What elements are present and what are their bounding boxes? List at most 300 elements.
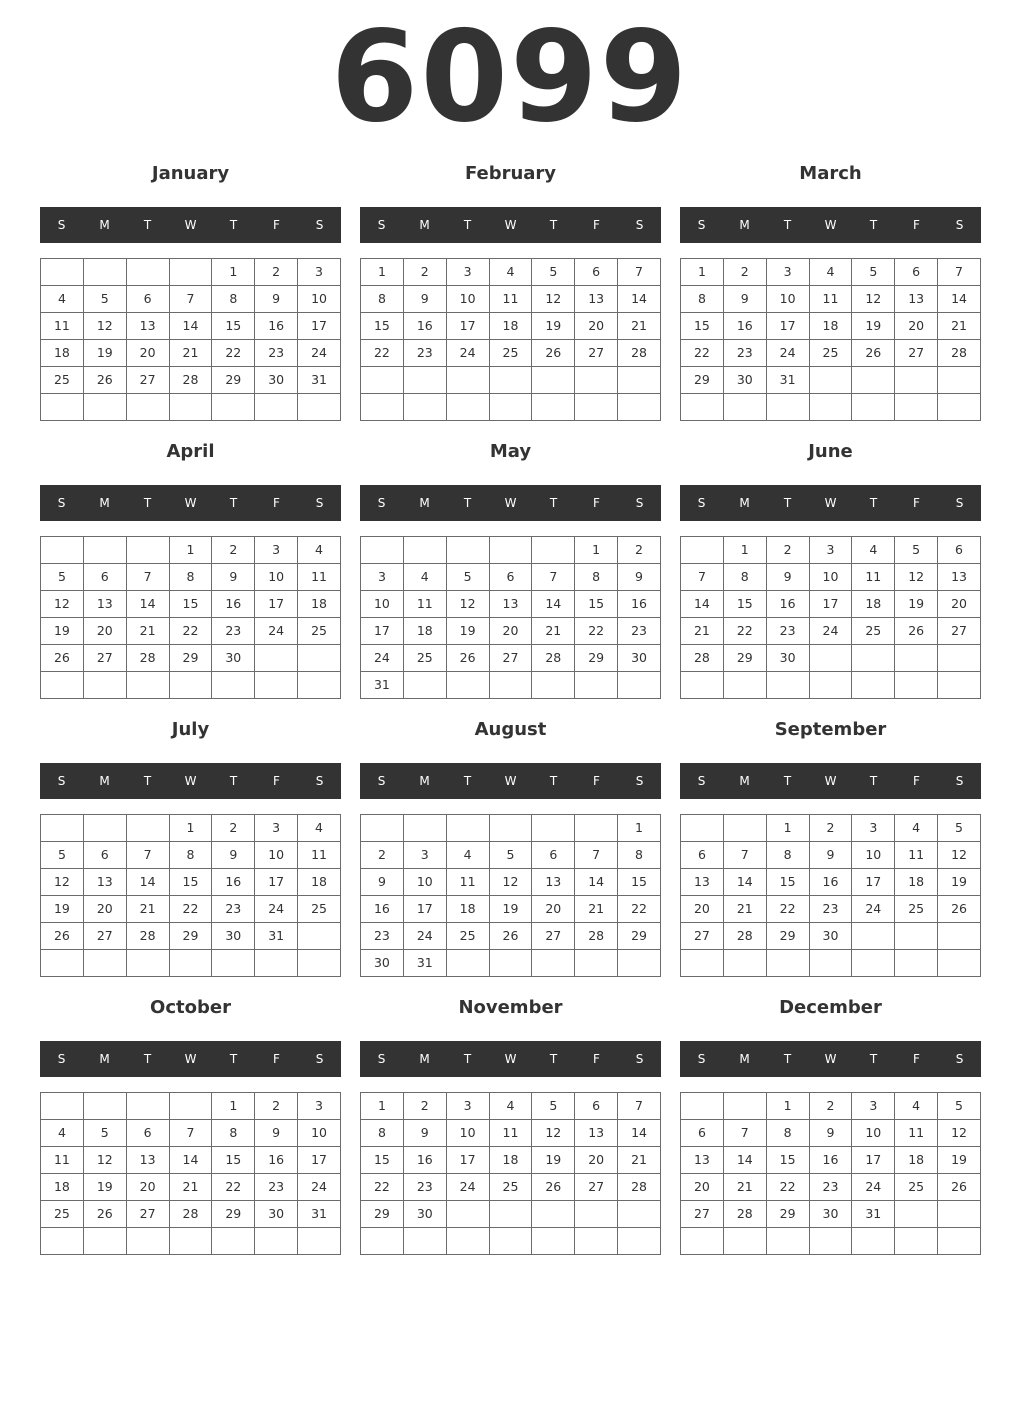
day-cell: 25 <box>41 1201 84 1228</box>
day-cell: 18 <box>895 1147 938 1174</box>
day-cell: 11 <box>403 591 446 618</box>
week-row <box>681 564 981 591</box>
weekday-label: F <box>593 496 600 510</box>
empty-day-cell <box>489 537 532 564</box>
weekday-label: F <box>593 1052 600 1066</box>
day-cell: 20 <box>938 591 981 618</box>
empty-day-cell <box>618 672 661 699</box>
weekday-header <box>680 1041 981 1077</box>
day-cell: 21 <box>723 896 766 923</box>
weekday-label: S <box>57 774 66 788</box>
day-cell: 14 <box>169 313 212 340</box>
day-cell: 3 <box>298 259 341 286</box>
day-cell: 31 <box>766 367 809 394</box>
month-name: January <box>151 163 230 184</box>
empty-day-cell <box>361 1228 404 1255</box>
day-cell: 15 <box>766 1147 809 1174</box>
day-cell: 27 <box>83 645 126 672</box>
week-row <box>41 1228 341 1255</box>
day-cell: 25 <box>403 645 446 672</box>
day-cell: 22 <box>361 340 404 367</box>
weekday-label: S <box>697 774 706 788</box>
day-cell: 19 <box>938 1147 981 1174</box>
day-cell: 4 <box>446 842 489 869</box>
empty-day-cell <box>723 950 766 977</box>
weekday-label: S <box>635 1052 644 1066</box>
day-cell: 21 <box>618 1147 661 1174</box>
week-row <box>361 842 661 869</box>
weekday-label: M <box>739 496 750 510</box>
day-cell: 21 <box>938 313 981 340</box>
day-cell: 17 <box>255 591 298 618</box>
day-cell: 25 <box>298 618 341 645</box>
weekday-label: T <box>549 218 558 232</box>
day-cell: 10 <box>809 564 852 591</box>
day-cell: 21 <box>169 1174 212 1201</box>
day-cell: 15 <box>169 591 212 618</box>
empty-day-cell <box>255 394 298 421</box>
day-cell: 17 <box>403 896 446 923</box>
day-cell: 6 <box>938 537 981 564</box>
empty-day-cell <box>938 1228 981 1255</box>
day-cell: 19 <box>83 1174 126 1201</box>
day-cell: 4 <box>41 1120 84 1147</box>
day-cell: 8 <box>361 286 404 313</box>
week-row <box>361 1093 661 1120</box>
week-row <box>361 923 661 950</box>
day-cell: 26 <box>489 923 532 950</box>
week-row <box>681 286 981 313</box>
day-cell: 7 <box>126 842 169 869</box>
empty-day-cell <box>532 815 575 842</box>
day-cell: 16 <box>403 313 446 340</box>
empty-day-cell <box>41 259 84 286</box>
day-cell: 30 <box>361 950 404 977</box>
week-row <box>681 1201 981 1228</box>
week-row <box>361 340 661 367</box>
month-name: November <box>458 997 563 1018</box>
day-cell: 11 <box>489 1120 532 1147</box>
day-cell: 9 <box>212 564 255 591</box>
empty-day-cell <box>446 950 489 977</box>
day-cell: 16 <box>403 1147 446 1174</box>
day-cell: 26 <box>41 645 84 672</box>
day-cell: 23 <box>255 1174 298 1201</box>
empty-day-cell <box>403 815 446 842</box>
empty-day-cell <box>575 672 618 699</box>
day-cell: 2 <box>809 815 852 842</box>
day-cell: 14 <box>723 869 766 896</box>
day-cell: 1 <box>169 537 212 564</box>
empty-day-cell <box>681 537 724 564</box>
day-cell: 16 <box>361 896 404 923</box>
day-cell: 18 <box>489 1147 532 1174</box>
day-cell: 28 <box>938 340 981 367</box>
day-cell: 9 <box>212 842 255 869</box>
empty-day-cell <box>446 367 489 394</box>
empty-day-cell <box>895 1201 938 1228</box>
empty-day-cell <box>212 1228 255 1255</box>
day-cell: 22 <box>575 618 618 645</box>
week-row <box>681 645 981 672</box>
weekday-label: S <box>377 774 386 788</box>
weekday-label: S <box>57 1052 66 1066</box>
day-cell: 4 <box>41 286 84 313</box>
week-row <box>681 923 981 950</box>
day-cell: 5 <box>532 1093 575 1120</box>
empty-day-cell <box>618 367 661 394</box>
day-cell: 18 <box>403 618 446 645</box>
empty-day-cell <box>83 950 126 977</box>
day-cell: 27 <box>575 340 618 367</box>
empty-day-cell <box>169 259 212 286</box>
day-cell: 11 <box>298 564 341 591</box>
week-row <box>41 896 341 923</box>
day-cell: 14 <box>681 591 724 618</box>
day-cell: 19 <box>938 869 981 896</box>
day-cell: 11 <box>298 842 341 869</box>
empty-day-cell <box>298 672 341 699</box>
empty-day-cell <box>41 394 84 421</box>
weekday-header <box>40 1041 341 1077</box>
weekday-label: F <box>273 774 280 788</box>
day-cell: 1 <box>766 1093 809 1120</box>
day-cell: 22 <box>681 340 724 367</box>
empty-day-cell <box>298 950 341 977</box>
day-cell: 14 <box>938 286 981 313</box>
day-cell: 29 <box>169 923 212 950</box>
weekday-label: W <box>824 218 837 232</box>
day-cell: 17 <box>809 591 852 618</box>
empty-day-cell <box>938 672 981 699</box>
empty-day-cell <box>489 394 532 421</box>
day-cell: 24 <box>298 340 341 367</box>
day-cell: 23 <box>723 340 766 367</box>
day-cell: 13 <box>895 286 938 313</box>
empty-day-cell <box>126 950 169 977</box>
week-row <box>41 618 341 645</box>
day-cell: 21 <box>126 618 169 645</box>
day-cell: 5 <box>41 842 84 869</box>
weekday-label: S <box>315 496 324 510</box>
day-table <box>40 1092 341 1255</box>
week-row <box>41 645 341 672</box>
day-cell: 24 <box>298 1174 341 1201</box>
day-cell: 28 <box>618 340 661 367</box>
weekday-label: W <box>184 774 197 788</box>
day-cell: 23 <box>618 618 661 645</box>
weekday-label: T <box>143 496 152 510</box>
day-cell: 9 <box>255 1120 298 1147</box>
weekday-label: W <box>824 496 837 510</box>
day-cell: 8 <box>361 1120 404 1147</box>
day-cell: 7 <box>681 564 724 591</box>
day-table <box>680 814 981 977</box>
empty-day-cell <box>681 815 724 842</box>
day-cell: 1 <box>681 259 724 286</box>
empty-day-cell <box>255 645 298 672</box>
weekday-label: S <box>697 496 706 510</box>
day-table <box>40 258 341 421</box>
day-cell: 7 <box>169 1120 212 1147</box>
day-cell: 30 <box>403 1201 446 1228</box>
day-cell: 1 <box>361 1093 404 1120</box>
week-row <box>41 1147 341 1174</box>
week-row <box>361 1174 661 1201</box>
day-cell: 26 <box>532 1174 575 1201</box>
weekday-header <box>40 763 341 799</box>
day-cell: 6 <box>489 564 532 591</box>
week-row <box>361 394 661 421</box>
empty-day-cell <box>618 950 661 977</box>
empty-day-cell <box>723 815 766 842</box>
month-name: September <box>774 719 887 740</box>
day-cell: 27 <box>938 618 981 645</box>
day-cell: 10 <box>766 286 809 313</box>
day-cell: 20 <box>575 313 618 340</box>
day-cell: 27 <box>489 645 532 672</box>
day-cell: 13 <box>532 869 575 896</box>
weekday-label: F <box>273 1052 280 1066</box>
week-row <box>361 259 661 286</box>
weekday-header <box>360 1041 661 1077</box>
day-cell: 30 <box>809 1201 852 1228</box>
day-cell: 20 <box>681 896 724 923</box>
day-cell: 3 <box>361 564 404 591</box>
empty-day-cell <box>938 923 981 950</box>
day-cell: 15 <box>361 1147 404 1174</box>
weekday-label: W <box>184 218 197 232</box>
day-cell: 27 <box>532 923 575 950</box>
day-cell: 29 <box>766 1201 809 1228</box>
day-cell: 30 <box>212 645 255 672</box>
empty-day-cell <box>575 950 618 977</box>
day-cell: 13 <box>489 591 532 618</box>
weekday-label: T <box>463 218 472 232</box>
day-cell: 23 <box>766 618 809 645</box>
week-row <box>681 367 981 394</box>
empty-day-cell <box>41 537 84 564</box>
day-cell: 24 <box>446 340 489 367</box>
empty-day-cell <box>403 672 446 699</box>
day-cell: 10 <box>852 842 895 869</box>
day-cell: 5 <box>83 1120 126 1147</box>
empty-day-cell <box>809 950 852 977</box>
weekday-label: T <box>229 218 238 232</box>
weekday-label: S <box>377 496 386 510</box>
empty-day-cell <box>446 1201 489 1228</box>
empty-day-cell <box>575 367 618 394</box>
empty-day-cell <box>403 1228 446 1255</box>
day-cell: 10 <box>446 1120 489 1147</box>
day-cell: 22 <box>361 1174 404 1201</box>
empty-day-cell <box>938 394 981 421</box>
day-cell: 13 <box>575 1120 618 1147</box>
week-row <box>681 537 981 564</box>
day-cell: 31 <box>255 923 298 950</box>
day-cell: 9 <box>618 564 661 591</box>
day-cell: 12 <box>41 869 84 896</box>
empty-day-cell <box>895 367 938 394</box>
day-cell: 28 <box>575 923 618 950</box>
week-row <box>361 564 661 591</box>
day-cell: 9 <box>361 869 404 896</box>
month-name: May <box>489 441 532 462</box>
day-cell: 16 <box>212 869 255 896</box>
day-cell: 18 <box>852 591 895 618</box>
empty-day-cell <box>575 1201 618 1228</box>
weekday-label: F <box>593 774 600 788</box>
day-cell: 22 <box>766 896 809 923</box>
empty-day-cell <box>83 394 126 421</box>
weekday-label: S <box>635 218 644 232</box>
weekday-label: T <box>463 496 472 510</box>
empty-day-cell <box>169 950 212 977</box>
day-cell: 25 <box>809 340 852 367</box>
empty-day-cell <box>361 815 404 842</box>
day-cell: 27 <box>126 367 169 394</box>
day-cell: 28 <box>723 923 766 950</box>
day-cell: 22 <box>169 618 212 645</box>
week-row <box>361 1228 661 1255</box>
empty-day-cell <box>212 394 255 421</box>
day-cell: 10 <box>852 1120 895 1147</box>
day-cell: 9 <box>809 1120 852 1147</box>
empty-day-cell <box>255 950 298 977</box>
day-cell: 26 <box>532 340 575 367</box>
day-cell: 20 <box>83 896 126 923</box>
weekday-label: W <box>504 774 517 788</box>
empty-day-cell <box>852 645 895 672</box>
weekday-label: W <box>824 1052 837 1066</box>
day-cell: 3 <box>852 815 895 842</box>
weekday-label: T <box>783 774 792 788</box>
weekday-label: S <box>57 496 66 510</box>
day-cell: 18 <box>895 869 938 896</box>
empty-day-cell <box>361 394 404 421</box>
empty-day-cell <box>852 950 895 977</box>
day-cell: 18 <box>298 869 341 896</box>
day-cell: 20 <box>532 896 575 923</box>
week-row <box>361 645 661 672</box>
day-cell: 16 <box>809 869 852 896</box>
empty-day-cell <box>809 394 852 421</box>
day-cell: 8 <box>212 1120 255 1147</box>
day-cell: 21 <box>126 896 169 923</box>
empty-day-cell <box>446 1228 489 1255</box>
day-cell: 8 <box>169 842 212 869</box>
empty-day-cell <box>895 394 938 421</box>
day-cell: 2 <box>212 815 255 842</box>
day-cell: 14 <box>126 869 169 896</box>
month-name: July <box>171 719 210 740</box>
day-cell: 5 <box>938 815 981 842</box>
day-cell: 15 <box>212 313 255 340</box>
day-cell: 4 <box>809 259 852 286</box>
weekday-label: W <box>504 496 517 510</box>
day-cell: 13 <box>681 1147 724 1174</box>
day-cell: 3 <box>809 537 852 564</box>
day-cell: 13 <box>938 564 981 591</box>
empty-day-cell <box>298 394 341 421</box>
day-cell: 1 <box>766 815 809 842</box>
day-cell: 22 <box>618 896 661 923</box>
week-row <box>41 815 341 842</box>
weekday-label: T <box>143 774 152 788</box>
week-row <box>681 394 981 421</box>
day-cell: 15 <box>575 591 618 618</box>
day-cell: 7 <box>723 842 766 869</box>
weekday-label: S <box>315 774 324 788</box>
empty-day-cell <box>83 815 126 842</box>
week-row <box>681 259 981 286</box>
day-cell: 19 <box>41 618 84 645</box>
weekday-label: F <box>913 774 920 788</box>
empty-day-cell <box>126 1093 169 1120</box>
weekday-label: F <box>913 496 920 510</box>
day-cell: 14 <box>169 1147 212 1174</box>
day-cell: 2 <box>766 537 809 564</box>
day-cell: 13 <box>126 1147 169 1174</box>
day-cell: 25 <box>895 896 938 923</box>
day-cell: 23 <box>403 340 446 367</box>
weekday-label: M <box>99 774 110 788</box>
empty-day-cell <box>361 367 404 394</box>
day-cell: 21 <box>169 340 212 367</box>
week-row <box>681 1174 981 1201</box>
day-cell: 19 <box>532 1147 575 1174</box>
week-row <box>41 1093 341 1120</box>
week-row <box>361 618 661 645</box>
weekday-header <box>680 485 981 521</box>
weekday-label: M <box>739 218 750 232</box>
day-cell: 11 <box>41 313 84 340</box>
day-cell: 12 <box>489 869 532 896</box>
empty-day-cell <box>895 672 938 699</box>
week-row <box>361 1120 661 1147</box>
day-cell: 3 <box>446 1093 489 1120</box>
week-row <box>41 286 341 313</box>
empty-day-cell <box>532 1201 575 1228</box>
day-cell: 1 <box>618 815 661 842</box>
weekday-label: M <box>419 1052 430 1066</box>
empty-day-cell <box>403 367 446 394</box>
empty-day-cell <box>446 394 489 421</box>
day-cell: 2 <box>255 259 298 286</box>
empty-day-cell <box>126 815 169 842</box>
day-cell: 20 <box>489 618 532 645</box>
day-cell: 25 <box>298 896 341 923</box>
day-cell: 16 <box>255 313 298 340</box>
weekday-header <box>360 763 661 799</box>
day-cell: 1 <box>723 537 766 564</box>
empty-day-cell <box>938 950 981 977</box>
day-cell: 28 <box>169 367 212 394</box>
day-cell: 26 <box>83 367 126 394</box>
day-cell: 21 <box>618 313 661 340</box>
empty-day-cell <box>489 1201 532 1228</box>
day-cell: 28 <box>126 923 169 950</box>
empty-day-cell <box>83 259 126 286</box>
day-cell: 17 <box>298 1147 341 1174</box>
day-cell: 27 <box>681 923 724 950</box>
empty-day-cell <box>255 672 298 699</box>
day-cell: 11 <box>809 286 852 313</box>
day-cell: 28 <box>532 645 575 672</box>
empty-day-cell <box>618 1201 661 1228</box>
day-cell: 3 <box>255 537 298 564</box>
day-cell: 1 <box>169 815 212 842</box>
